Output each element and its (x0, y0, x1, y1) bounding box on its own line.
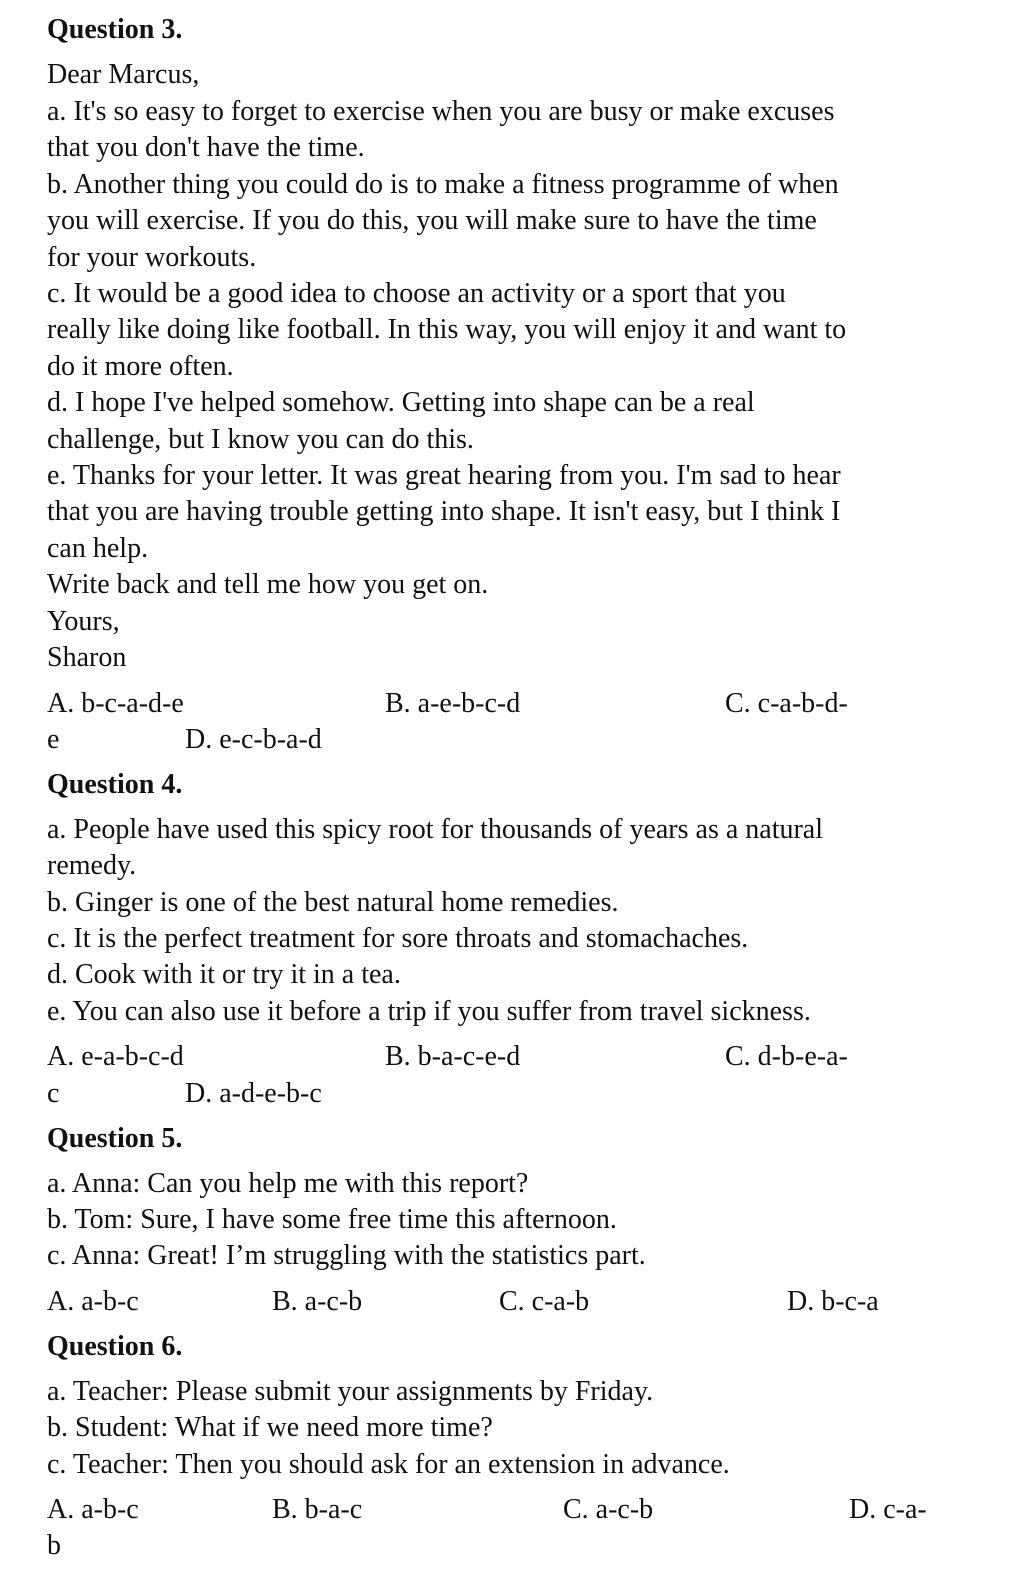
question-4-line: b. Ginger is one of the best natural home remedies. (47, 887, 619, 918)
question-3-option-c-wrap: e (47, 724, 60, 755)
question-3-line: a. It's so easy to forget to exercise when you are busy or make excuses (47, 96, 835, 127)
question-3-option-b[interactable]: B. a-e-b-c-d (385, 688, 521, 719)
question-3-line: can help. (47, 533, 149, 564)
question-4-line: d. Cook with it or try it in a tea. (47, 959, 401, 990)
question-6-option-d[interactable]: D. c-a- (849, 1494, 927, 1525)
question-5-line: a. Anna: Can you help me with this report? (47, 1168, 529, 1199)
question-6-line: a. Teacher: Please submit your assignments by Friday. (47, 1376, 654, 1407)
question-4-line: remedy. (47, 850, 137, 881)
question-4-title: Question 4. (47, 769, 183, 800)
question-5-option-b[interactable]: B. a-c-b (272, 1286, 363, 1317)
question-6-option-a[interactable]: A. a-b-c (47, 1494, 139, 1525)
question-4-option-c[interactable]: C. d-b-e-a- (725, 1041, 848, 1072)
question-3-option-d[interactable]: D. e-c-b-a-d (185, 724, 322, 755)
question-6-option-d-wrap: b (47, 1530, 61, 1561)
question-3-line: really like doing like football. In this way, you will enjoy it and want to (47, 314, 847, 345)
question-5-option-c[interactable]: C. c-a-b (499, 1286, 590, 1317)
question-3-line: c. It would be a good idea to choose an activity or a sport that you (47, 278, 786, 309)
question-3-line: that you don't have the time. (47, 132, 365, 163)
question-3-line: that you are having trouble getting into shape. It isn't easy, but I think I (47, 496, 841, 527)
question-3-title: Question 3. (47, 14, 183, 45)
question-4-option-b[interactable]: B. b-a-c-e-d (385, 1041, 521, 1072)
question-6-line: c. Teacher: Then you should ask for an extension in advance. (47, 1449, 730, 1480)
question-3-line: Dear Marcus, (47, 59, 200, 90)
question-3-option-a[interactable]: A. b-c-a-d-e (47, 688, 184, 719)
question-3-line: you will exercise. If you do this, you will make sure to have the time (47, 205, 817, 236)
question-5-option-a[interactable]: A. a-b-c (47, 1286, 139, 1317)
question-3-line: challenge, but I know you can do this. (47, 424, 474, 455)
question-5-line: c. Anna: Great! I’m struggling with the statistics part. (47, 1240, 646, 1271)
question-3-line: do it more often. (47, 351, 234, 382)
question-4-option-c-wrap: c (47, 1078, 60, 1109)
question-3-option-c[interactable]: C. c-a-b-d- (725, 688, 848, 719)
question-3-line: Write back and tell me how you get on. (47, 569, 489, 600)
question-3-line: Yours, (47, 606, 120, 637)
question-6-option-c[interactable]: C. a-c-b (563, 1494, 654, 1525)
question-3-line: b. Another thing you could do is to make a fitness programme of when (47, 169, 839, 200)
question-5-title: Question 5. (47, 1123, 183, 1154)
question-3-line: Sharon (47, 642, 127, 673)
question-3-line: for your workouts. (47, 242, 257, 273)
question-4-line: e. You can also use it before a trip if you suffer from travel sickness. (47, 996, 811, 1027)
question-6-line: b. Student: What if we need more time? (47, 1412, 493, 1443)
question-4-line: a. People have used this spicy root for thousands of years as a natural (47, 814, 824, 845)
question-3-line: e. Thanks for your letter. It was great hearing from you. I'm sad to hear (47, 460, 841, 491)
question-4-line: c. It is the perfect treatment for sore throats and stomachaches. (47, 923, 749, 954)
question-6-title: Question 6. (47, 1331, 183, 1362)
question-5-option-d[interactable]: D. b-c-a (787, 1286, 879, 1317)
question-3-line: d. I hope I've helped somehow. Getting into shape can be a real (47, 387, 755, 418)
question-4-option-a[interactable]: A. e-a-b-c-d (47, 1041, 184, 1072)
question-6-option-b[interactable]: B. b-a-c (272, 1494, 363, 1525)
question-4-option-d[interactable]: D. a-d-e-b-c (185, 1078, 322, 1109)
question-5-line: b. Tom: Sure, I have some free time this afternoon. (47, 1204, 617, 1235)
